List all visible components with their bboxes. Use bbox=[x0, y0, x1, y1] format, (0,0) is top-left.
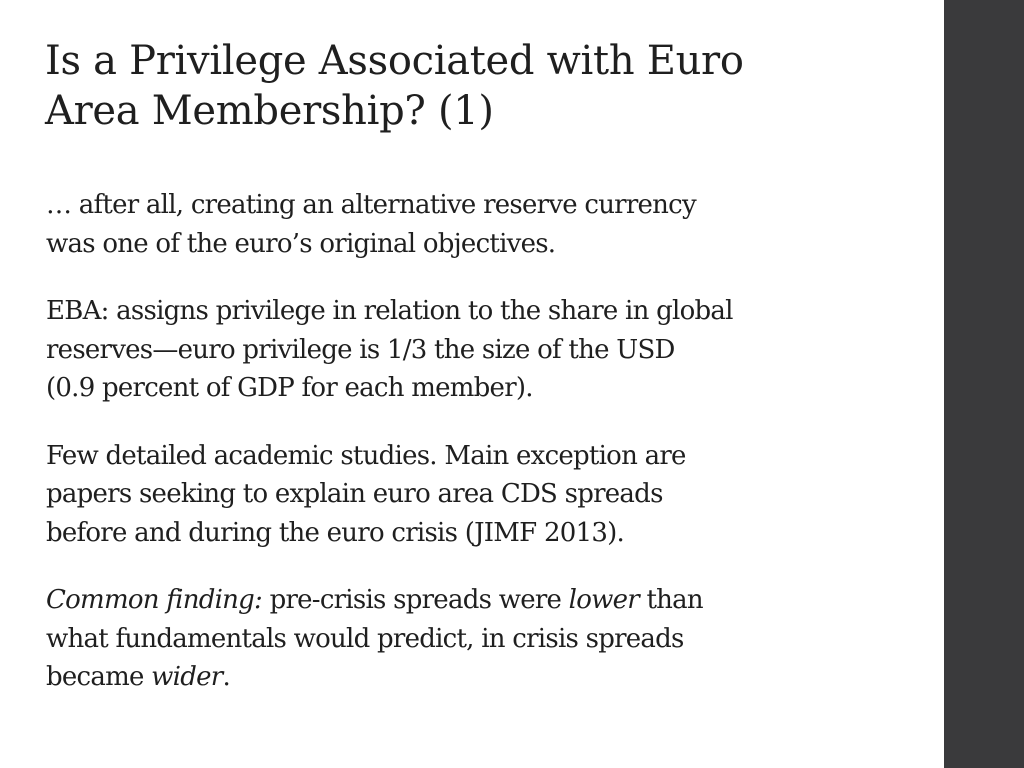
paragraph-academic-studies bbox=[46, 437, 936, 553]
paragraph-line: (0.9 percent of GDP for each member). bbox=[46, 373, 533, 403]
paragraph-line: before and during the euro crisis (JIMF 2013). bbox=[46, 517, 625, 548]
paragraph-line: reserves—euro privilege is 1/3 the size of the USD bbox=[46, 334, 675, 365]
slide-title-line-1: Is a Privilege Associated with Euro bbox=[45, 38, 744, 84]
paragraph-line: what fundamentals would predict, in crisis spreads bbox=[46, 623, 684, 654]
slide-title bbox=[45, 36, 925, 136]
italic-word-lower: lower bbox=[568, 585, 639, 615]
slide-body bbox=[46, 186, 936, 726]
paragraph-reserve-currency bbox=[46, 186, 936, 263]
text-fragment: . bbox=[222, 662, 230, 692]
italic-word-wider: wider bbox=[151, 662, 223, 692]
paragraph-line bbox=[46, 581, 936, 620]
slide-title-line-2: Area Membership? (1) bbox=[45, 88, 494, 134]
paragraph-eba bbox=[46, 292, 936, 408]
text-fragment: than bbox=[638, 585, 703, 615]
paragraph-line: was one of the euro’s original objectives. bbox=[46, 228, 556, 259]
paragraph-line: EBA: assigns privilege in relation to the share in global bbox=[46, 296, 733, 326]
italic-lead: Common finding: bbox=[46, 585, 263, 615]
text-fragment: became bbox=[46, 662, 152, 692]
paragraph-line: Few detailed academic studies. Main exception are bbox=[46, 440, 686, 471]
paragraph-line: papers seeking to explain euro area CDS spreads bbox=[46, 479, 663, 509]
paragraph-common-finding bbox=[46, 581, 936, 697]
text-fragment: pre-crisis spreads were bbox=[262, 585, 569, 615]
paragraph-line: … after all, creating an alternative reserve currency bbox=[46, 190, 696, 220]
paragraph-line bbox=[46, 658, 936, 697]
right-sidebar-bar bbox=[944, 0, 1024, 768]
